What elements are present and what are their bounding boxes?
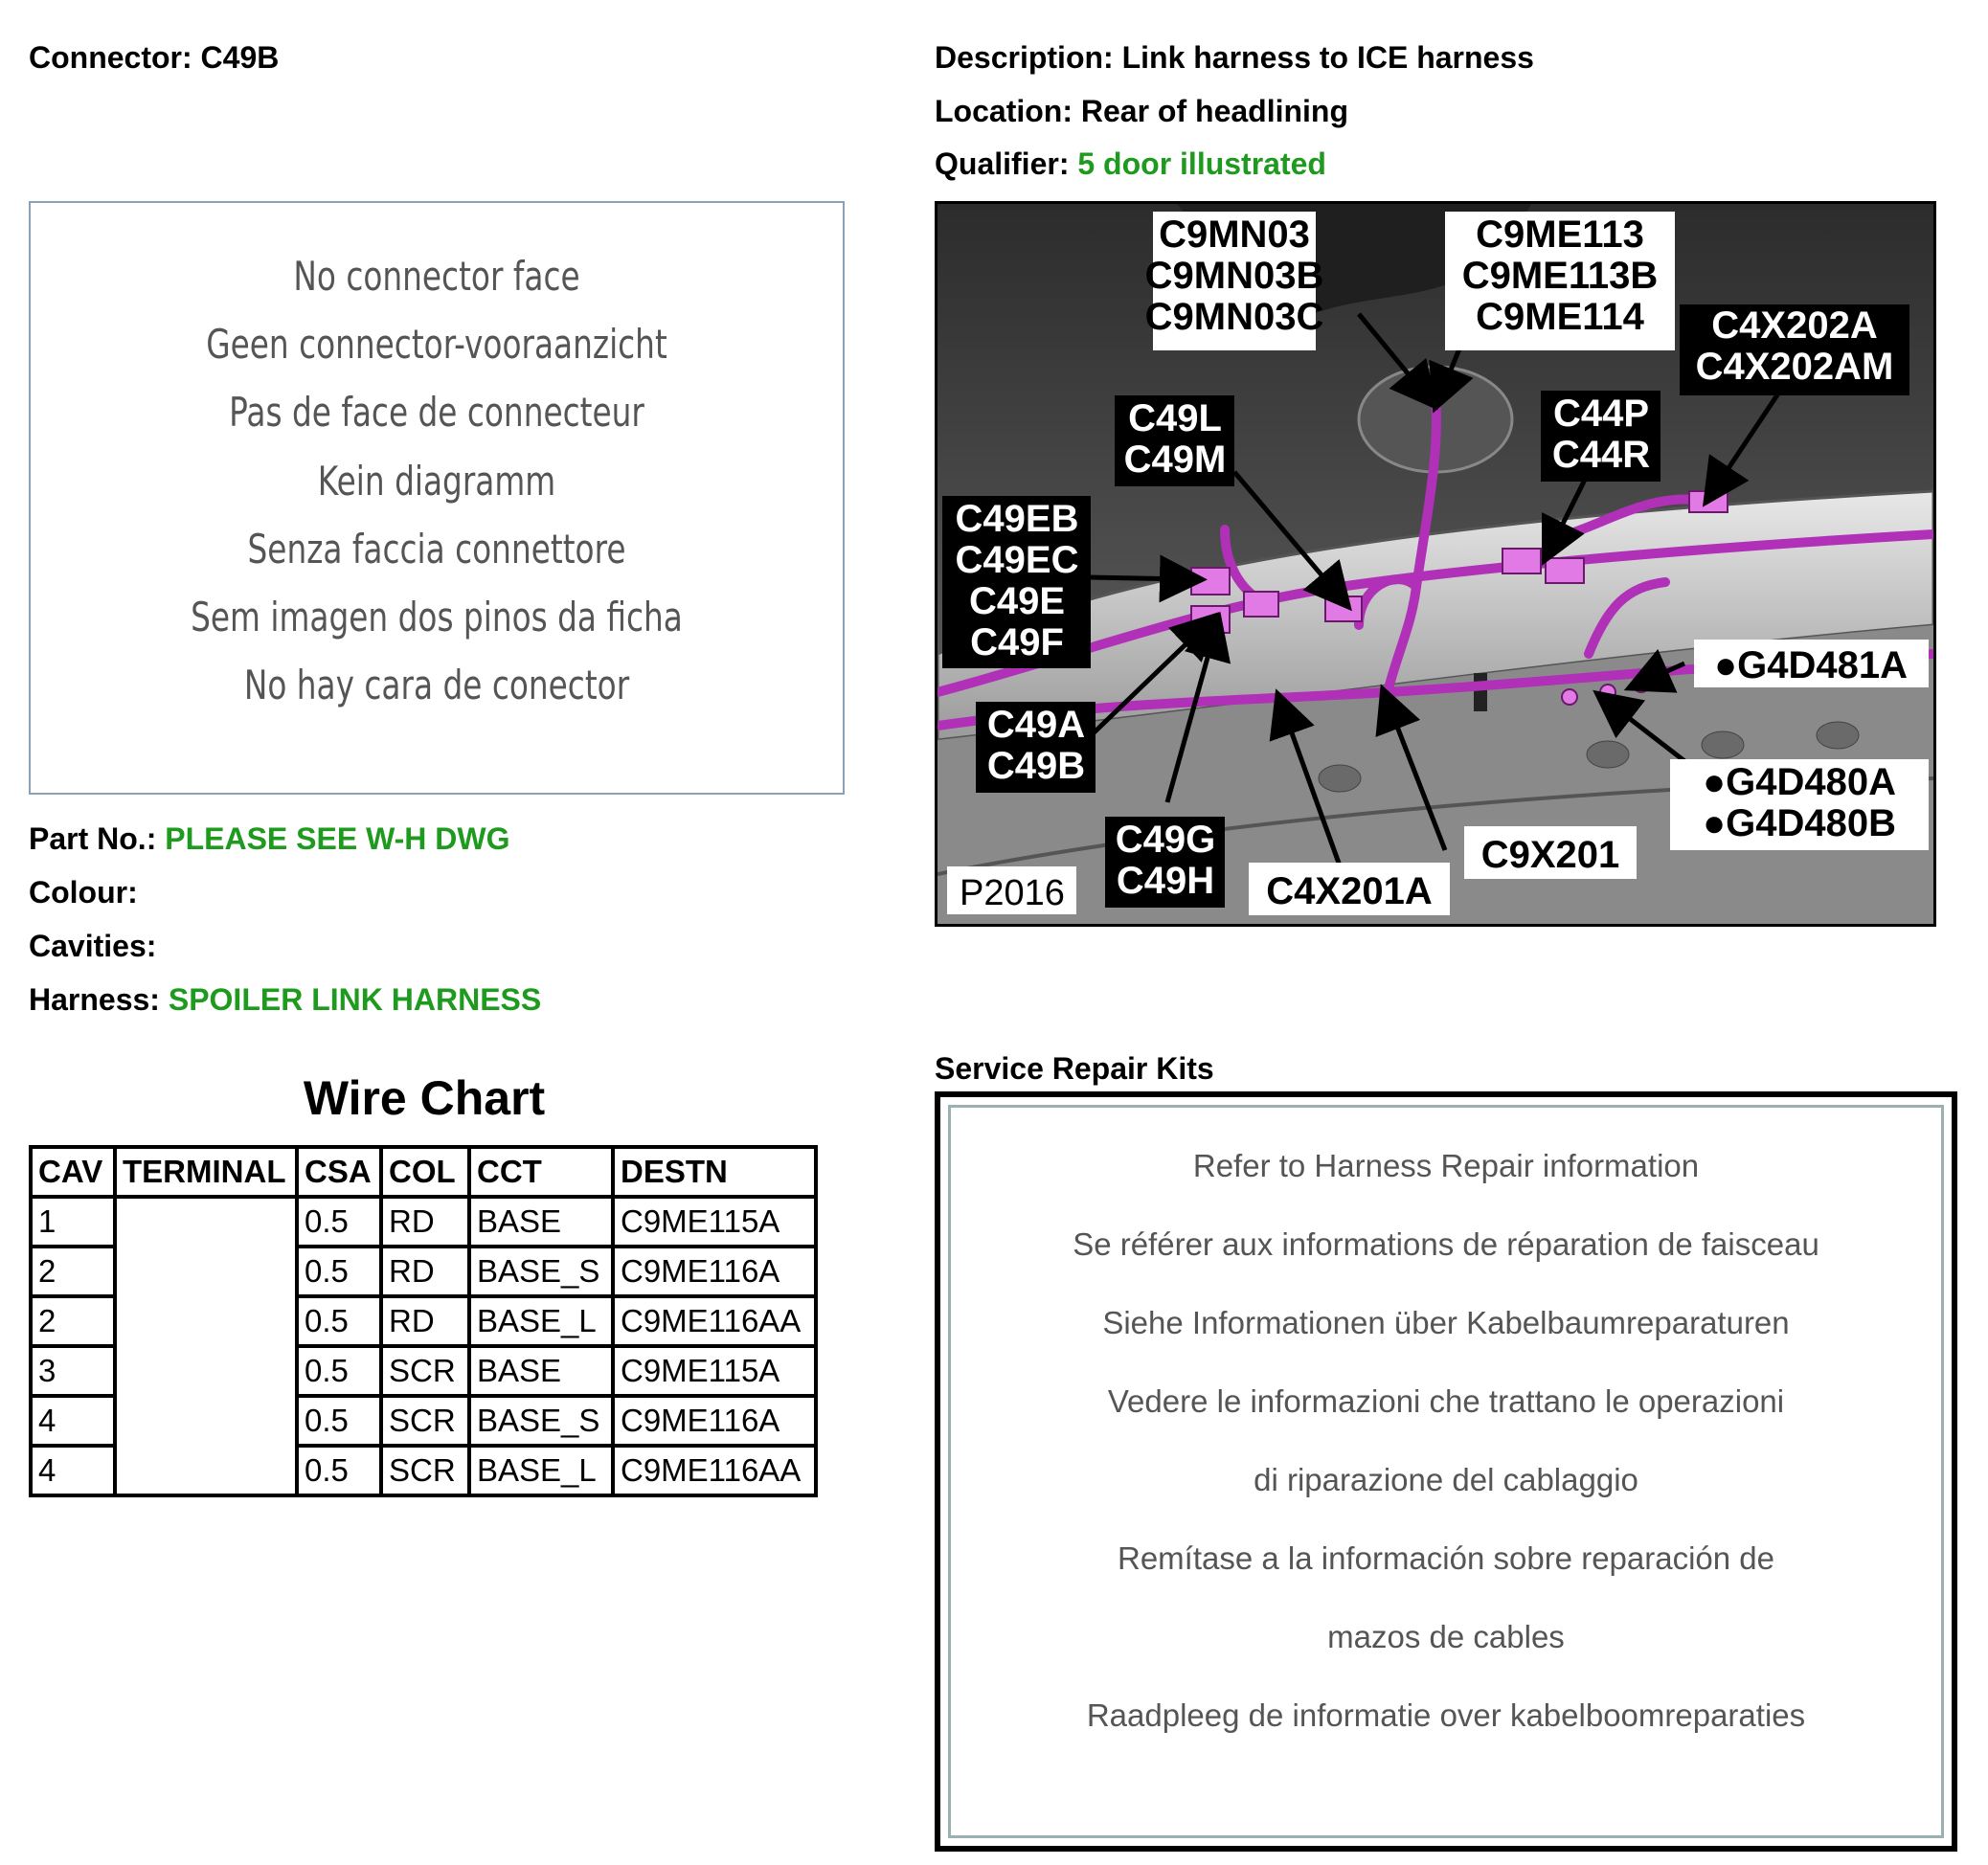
no-face-line: Pas de face de connecteur bbox=[229, 389, 644, 436]
cell-csa: 0.5 bbox=[297, 1247, 381, 1296]
callout-c4x201-0: C4X201A bbox=[1266, 870, 1433, 912]
no-face-line: No hay cara de conector bbox=[243, 662, 630, 708]
kits-line: Vedere le informazioni che trattano le operazioni bbox=[1107, 1383, 1785, 1419]
cell-col: RD bbox=[381, 1247, 469, 1296]
header-terminal: TERMINAL bbox=[115, 1147, 297, 1197]
colour-field bbox=[29, 875, 138, 910]
callout-c9x201-0: C9X201 bbox=[1480, 834, 1620, 876]
location-label: Location: bbox=[935, 94, 1073, 128]
callout-c4x202-0: C4X202A bbox=[1711, 304, 1878, 347]
part-no-value: PLEASE SEE W-H DWG bbox=[165, 821, 510, 856]
no-face-line: No connector face bbox=[293, 253, 580, 300]
cell-col: SCR bbox=[381, 1446, 469, 1495]
kits-line: Se référer aux informations de réparation de faisceau bbox=[1073, 1226, 1819, 1262]
callout-c49l-1: C49M bbox=[1123, 438, 1227, 481]
cell-destn: C9ME116A bbox=[613, 1396, 816, 1446]
cell-destn: C9ME116AA bbox=[613, 1446, 816, 1495]
cell-terminal bbox=[115, 1197, 297, 1495]
callout-g4d480-1: ●G4D480B bbox=[1702, 802, 1897, 844]
no-connector-face-panel bbox=[29, 201, 845, 795]
cell-cct: BASE_S bbox=[469, 1396, 613, 1446]
cell-destn: C9ME116AA bbox=[613, 1296, 816, 1346]
table-row bbox=[31, 1197, 816, 1247]
cell-destn: C9ME115A bbox=[613, 1197, 816, 1247]
photo-illustration bbox=[938, 204, 1933, 924]
callout-c49eb-1: C49EC bbox=[955, 539, 1079, 581]
callout-c9me-2: C9ME114 bbox=[1476, 296, 1644, 338]
callout-c9mn-0: C9MN03 bbox=[1159, 213, 1310, 256]
cell-destn: C9ME115A bbox=[613, 1346, 816, 1396]
kits-line: Raadpleeg de informatie over kabelboomreparaties bbox=[1086, 1697, 1806, 1733]
no-face-line: Senza faccia connettore bbox=[247, 526, 626, 573]
harness-field bbox=[29, 982, 541, 1018]
description-field bbox=[935, 40, 1534, 76]
callout-c49l-0: C49L bbox=[1128, 397, 1222, 439]
header-cav: CAV bbox=[31, 1147, 115, 1197]
description-label: Description: bbox=[935, 40, 1114, 75]
callout-c44p-0: C44P bbox=[1552, 393, 1650, 435]
part-no-field bbox=[29, 821, 510, 857]
part-no-label: Part No.: bbox=[29, 821, 157, 856]
no-face-line: Kein diagramm bbox=[317, 458, 556, 505]
service-kits-panel bbox=[935, 1091, 1957, 1852]
connector-label: Connector: bbox=[29, 40, 192, 75]
cell-csa: 0.5 bbox=[297, 1296, 381, 1346]
callout-c9me-0: C9ME113 bbox=[1476, 213, 1644, 256]
header-cct: CCT bbox=[469, 1147, 613, 1197]
callout-c49eb-0: C49EB bbox=[955, 498, 1079, 540]
header-destn: DESTN bbox=[613, 1147, 816, 1197]
callout-g4d481-0: ●G4D481A bbox=[1713, 644, 1909, 686]
cell-cct: BASE_S bbox=[469, 1247, 613, 1296]
callout-g4d480-0: ●G4D480A bbox=[1702, 761, 1897, 803]
kits-line: Remítase a la información sobre reparación de bbox=[1117, 1540, 1775, 1576]
harness-label: Harness: bbox=[29, 982, 160, 1017]
cell-csa: 0.5 bbox=[297, 1396, 381, 1446]
description-value: Link harness to ICE harness bbox=[1121, 40, 1534, 75]
photo-ref-label: P2016 bbox=[960, 873, 1065, 913]
callout-c49eb-2: C49E bbox=[968, 580, 1066, 622]
callout-c44p-1: C44R bbox=[1551, 434, 1651, 476]
cavities-field bbox=[29, 929, 156, 964]
kits-line: di riparazione del cablaggio bbox=[1254, 1462, 1638, 1497]
connector-value: C49B bbox=[200, 40, 280, 75]
cell-csa: 0.5 bbox=[297, 1346, 381, 1396]
roof-slot bbox=[1474, 673, 1487, 711]
cell-col: SCR bbox=[381, 1346, 469, 1396]
kits-line: Siehe Informationen über Kabelbaumreparaturen bbox=[1102, 1305, 1790, 1340]
header-csa: CSA bbox=[297, 1147, 381, 1197]
cell-csa: 0.5 bbox=[297, 1446, 381, 1495]
location-field bbox=[935, 94, 1348, 129]
qualifier-value: 5 door illustrated bbox=[1077, 146, 1326, 181]
roof-hole bbox=[1817, 722, 1859, 749]
callout-c9me-1: C9ME113B bbox=[1461, 255, 1659, 297]
service-kits-inner bbox=[948, 1105, 1944, 1838]
wire-chart-title: Wire Chart bbox=[303, 1071, 546, 1125]
harness-value: SPOILER LINK HARNESS bbox=[168, 982, 542, 1017]
callout-c49g-0: C49G bbox=[1115, 819, 1216, 861]
cell-col: RD bbox=[381, 1197, 469, 1247]
colour-label: Colour: bbox=[29, 875, 138, 910]
kits-line: mazos de cables bbox=[1327, 1619, 1565, 1654]
callout-c4x202-1: C4X202AM bbox=[1695, 346, 1894, 388]
no-face-line: Sem imagen dos pinos da ficha bbox=[191, 594, 683, 640]
cell-cav: 4 bbox=[31, 1446, 115, 1495]
callout-c49eb-3: C49F bbox=[970, 621, 1064, 663]
cell-cav: 3 bbox=[31, 1346, 115, 1396]
cell-destn: C9ME116A bbox=[613, 1247, 816, 1296]
cell-cct: BASE_L bbox=[469, 1296, 613, 1346]
callout-c49g-1: C49H bbox=[1116, 860, 1215, 902]
wire-chart-table bbox=[29, 1145, 818, 1497]
cell-cav: 4 bbox=[31, 1396, 115, 1446]
roof-hole bbox=[1319, 765, 1361, 792]
callout-c49a-1: C49B bbox=[986, 745, 1086, 787]
cavities-label: Cavities: bbox=[29, 929, 157, 963]
cell-cct: BASE bbox=[469, 1346, 613, 1396]
connector-field bbox=[29, 40, 279, 76]
roof-hole bbox=[1587, 741, 1629, 768]
location-photo bbox=[935, 201, 1936, 927]
no-face-line: Geen connector-vooraanzicht bbox=[206, 321, 667, 368]
service-kits-title: Service Repair Kits bbox=[935, 1051, 1214, 1086]
cell-cav: 2 bbox=[31, 1296, 115, 1346]
wire-chart-header-row bbox=[31, 1147, 816, 1197]
header-col: COL bbox=[381, 1147, 469, 1197]
cell-cct: BASE bbox=[469, 1197, 613, 1247]
cell-cav: 2 bbox=[31, 1247, 115, 1296]
location-value: Rear of headlining bbox=[1080, 94, 1349, 128]
cell-col: RD bbox=[381, 1296, 469, 1346]
qualifier-label: Qualifier: bbox=[935, 146, 1070, 181]
kits-line: Refer to Harness Repair information bbox=[1192, 1148, 1700, 1183]
callout-c49a-0: C49A bbox=[986, 704, 1086, 746]
cell-csa: 0.5 bbox=[297, 1197, 381, 1247]
qualifier-field bbox=[935, 146, 1326, 182]
callout-c9mn-2: C9MN03C bbox=[1144, 296, 1324, 338]
cell-col: SCR bbox=[381, 1396, 469, 1446]
cell-cav: 1 bbox=[31, 1197, 115, 1247]
callout-c9mn-1: C9MN03B bbox=[1144, 255, 1324, 297]
roof-hole bbox=[1702, 731, 1744, 758]
cell-cct: BASE_L bbox=[469, 1446, 613, 1495]
